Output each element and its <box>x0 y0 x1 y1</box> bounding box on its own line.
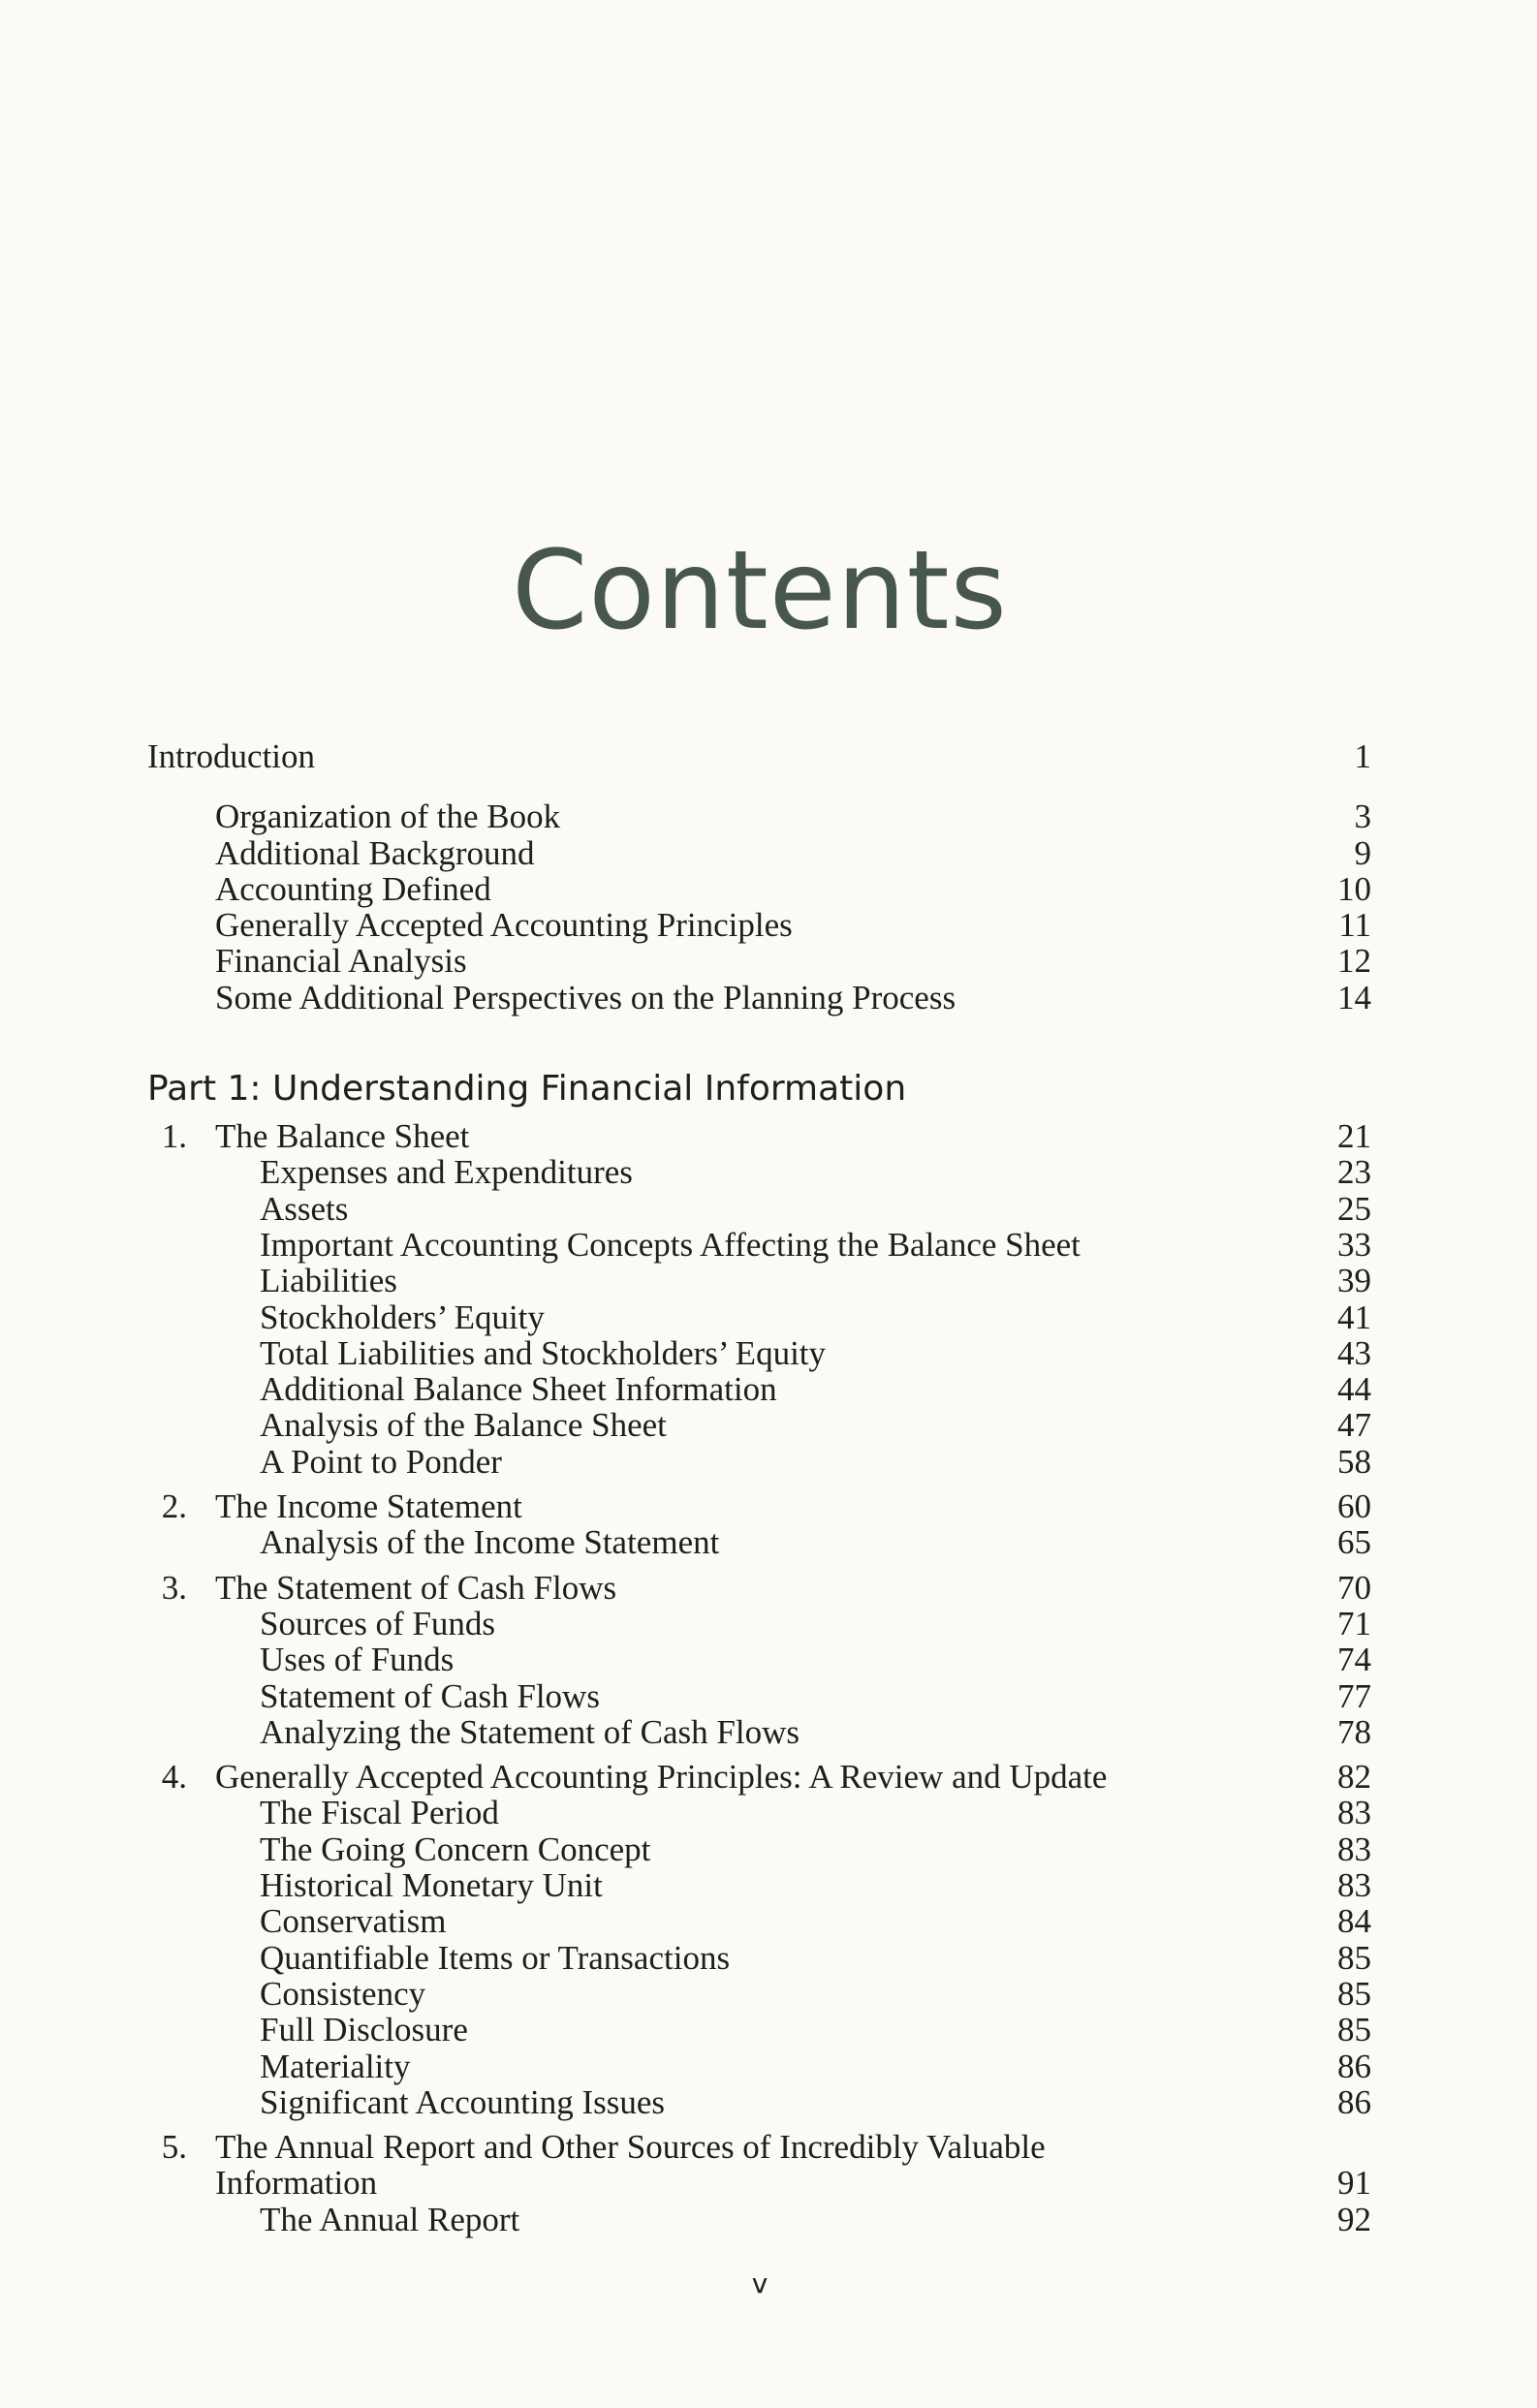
toc-entry-section[interactable] <box>147 1795 1371 1830</box>
entry-label: Financial Analysis <box>215 942 467 981</box>
page-number: 12 <box>1337 942 1371 981</box>
entry-label: Stockholders’ Equity <box>260 1298 545 1336</box>
entry-label: Analysis of the Income Statement <box>260 1523 720 1562</box>
part-heading[interactable] <box>147 1066 1371 1112</box>
entry-label: A Point to Ponder <box>260 1442 502 1481</box>
entry-label: Additional Background <box>215 833 535 872</box>
toc-entry-section[interactable] <box>147 1976 1371 2012</box>
entry-label: Full Disclosure <box>260 2011 468 2049</box>
page-number: 14 <box>1337 978 1371 1016</box>
page-number: 86 <box>1337 2082 1371 2121</box>
chapter-title: The Balance Sheet <box>215 1117 470 1156</box>
toc-entry-chapter[interactable] <box>147 1759 1371 1795</box>
page-title: Contents <box>512 528 1008 654</box>
page-number: 3 <box>1354 797 1371 836</box>
page-number: 41 <box>1337 1298 1371 1336</box>
chapter-number: 4. <box>161 1758 187 1797</box>
toc-entry-section[interactable] <box>147 1524 1371 1560</box>
chapter-title: The Statement of Cash Flows <box>215 1568 617 1607</box>
page-number: 11 <box>1338 906 1371 945</box>
entry-label: Analyzing the Statement of Cash Flows <box>260 1712 800 1751</box>
page-number: 60 <box>1337 1487 1371 1526</box>
toc-entry-section[interactable] <box>147 1263 1371 1298</box>
toc-entry-chapter[interactable] <box>147 2165 1371 2201</box>
entry-label: Statement of Cash Flows <box>260 1676 600 1715</box>
entry-label: The Annual Report <box>260 2200 520 2238</box>
chapter-title: The Annual Report and Other Sources of Incredibly Valuable <box>215 2128 1046 2167</box>
page-number: 85 <box>1337 1938 1371 1977</box>
toc-entry-section[interactable] <box>147 871 1371 907</box>
page-number: 43 <box>1337 1333 1371 1372</box>
chapter-title: Information <box>215 2164 378 2203</box>
toc-entry-section[interactable] <box>147 1642 1371 1677</box>
page-number: 78 <box>1337 1712 1371 1751</box>
page-number: 91 <box>1337 2164 1371 2203</box>
entry-label: The Going Concern Concept <box>260 1829 651 1868</box>
page-number: 92 <box>1337 2200 1371 2238</box>
toc-entry-section[interactable] <box>147 1831 1371 1867</box>
page-number: 83 <box>1337 1829 1371 1868</box>
page-number: 39 <box>1337 1262 1371 1300</box>
toc-entry-section[interactable] <box>147 1903 1371 1939</box>
table-of-contents <box>147 738 1371 2237</box>
page-number: 9 <box>1354 833 1371 872</box>
entry-label: Analysis of the Balance Sheet <box>260 1406 667 1445</box>
entry-label: Uses of Funds <box>260 1641 455 1679</box>
entry-label: Assets <box>260 1189 349 1228</box>
entry-label: Sources of Funds <box>260 1604 496 1642</box>
toc-entry-section[interactable] <box>147 2012 1371 2048</box>
toc-entry-chapter[interactable] <box>147 1488 1371 1524</box>
entry-label: Liabilities <box>260 1262 397 1300</box>
page-number: 58 <box>1337 1442 1371 1481</box>
toc-entry-section[interactable] <box>147 798 1371 834</box>
page-number: 86 <box>1337 2047 1371 2085</box>
toc-entry-section[interactable] <box>147 1606 1371 1642</box>
entry-label: Accounting Defined <box>215 869 491 908</box>
entry-label: Important Accounting Concepts Affecting the Balance Sheet <box>260 1225 1081 1264</box>
chapter-title: Generally Accepted Accounting Principles: A Review and Update <box>215 1758 1108 1797</box>
entry-label: Quantifiable Items or Transactions <box>260 1938 731 1977</box>
chapter-number: 5. <box>161 2128 187 2167</box>
toc-entry-chapter[interactable] <box>147 1118 1371 1154</box>
toc-entry-section[interactable] <box>147 1227 1371 1263</box>
chapter-number: 1. <box>161 1117 187 1156</box>
page-number: 47 <box>1337 1406 1371 1445</box>
page-number: 85 <box>1337 2011 1371 2049</box>
entry-label: Materiality <box>260 2047 411 2085</box>
toc-entry-section[interactable] <box>147 835 1371 871</box>
page-number: 65 <box>1337 1523 1371 1562</box>
toc-entry-section[interactable] <box>147 1371 1371 1407</box>
page-number: 83 <box>1337 1866 1371 1905</box>
toc-entry-section[interactable] <box>147 1678 1371 1714</box>
entry-label: Historical Monetary Unit <box>260 1866 603 1905</box>
toc-entry-chapter[interactable] <box>147 1570 1371 1606</box>
entry-label: Generally Accepted Accounting Principles <box>215 906 793 945</box>
chapter-number: 2. <box>161 1487 187 1526</box>
page-number: 1 <box>1354 737 1371 775</box>
entry-label: The Fiscal Period <box>260 1794 499 1832</box>
toc-entry-section[interactable] <box>147 1714 1371 1750</box>
entry-label: Conservatism <box>260 1902 447 1941</box>
entry-label: Significant Accounting Issues <box>260 2082 666 2121</box>
toc-entry-section[interactable] <box>147 1335 1371 1371</box>
page-number: 84 <box>1337 1902 1371 1941</box>
toc-entry-section[interactable] <box>147 1940 1371 1976</box>
toc-entry-chapter[interactable] <box>147 2129 1371 2165</box>
page-number: 70 <box>1337 1568 1371 1607</box>
page-number: 82 <box>1337 1758 1371 1797</box>
toc-entry-section[interactable] <box>147 1191 1371 1227</box>
entry-label: Consistency <box>260 1974 426 2013</box>
toc-entry-section[interactable] <box>147 980 1371 1016</box>
toc-entry-section[interactable] <box>147 1444 1371 1480</box>
entry-label: Expenses and Expenditures <box>260 1153 633 1192</box>
toc-entry-section[interactable] <box>147 2084 1371 2120</box>
page-number: v <box>751 2267 768 2299</box>
toc-entry-section[interactable] <box>147 907 1371 943</box>
page-number: 85 <box>1337 1974 1371 2013</box>
chapter-number: 3. <box>161 1568 187 1607</box>
toc-entry-introduction[interactable] <box>147 738 1371 774</box>
toc-entry-section[interactable] <box>147 2048 1371 2084</box>
entry-label: Additional Balance Sheet Information <box>260 1370 777 1409</box>
page-number: 83 <box>1337 1794 1371 1832</box>
page-number: 21 <box>1337 1117 1371 1156</box>
toc-entry-section[interactable] <box>147 2202 1371 2237</box>
toc-entry-section[interactable] <box>147 943 1371 979</box>
page-number: 10 <box>1337 869 1371 908</box>
entry-label: Organization of the Book <box>215 797 561 836</box>
toc-entry-section[interactable] <box>147 1867 1371 1903</box>
page-number: 23 <box>1337 1153 1371 1192</box>
page-number: 44 <box>1337 1370 1371 1409</box>
chapter-title: The Income Statement <box>215 1487 522 1526</box>
page-number: 33 <box>1337 1225 1371 1264</box>
toc-entry-section[interactable] <box>147 1154 1371 1190</box>
toc-entry-section[interactable] <box>147 1299 1371 1335</box>
entry-label: Some Additional Perspectives on the Planning Process <box>215 978 957 1016</box>
part-label: Part 1: Understanding Financial Information <box>147 1069 907 1110</box>
page-number: 77 <box>1337 1676 1371 1715</box>
page-number: 74 <box>1337 1641 1371 1679</box>
page-number: 25 <box>1337 1189 1371 1228</box>
entry-label: Total Liabilities and Stockholders’ Equity <box>260 1333 827 1372</box>
toc-entry-section[interactable] <box>147 1407 1371 1443</box>
page-number: 71 <box>1337 1604 1371 1642</box>
entry-label: Introduction <box>147 737 316 775</box>
